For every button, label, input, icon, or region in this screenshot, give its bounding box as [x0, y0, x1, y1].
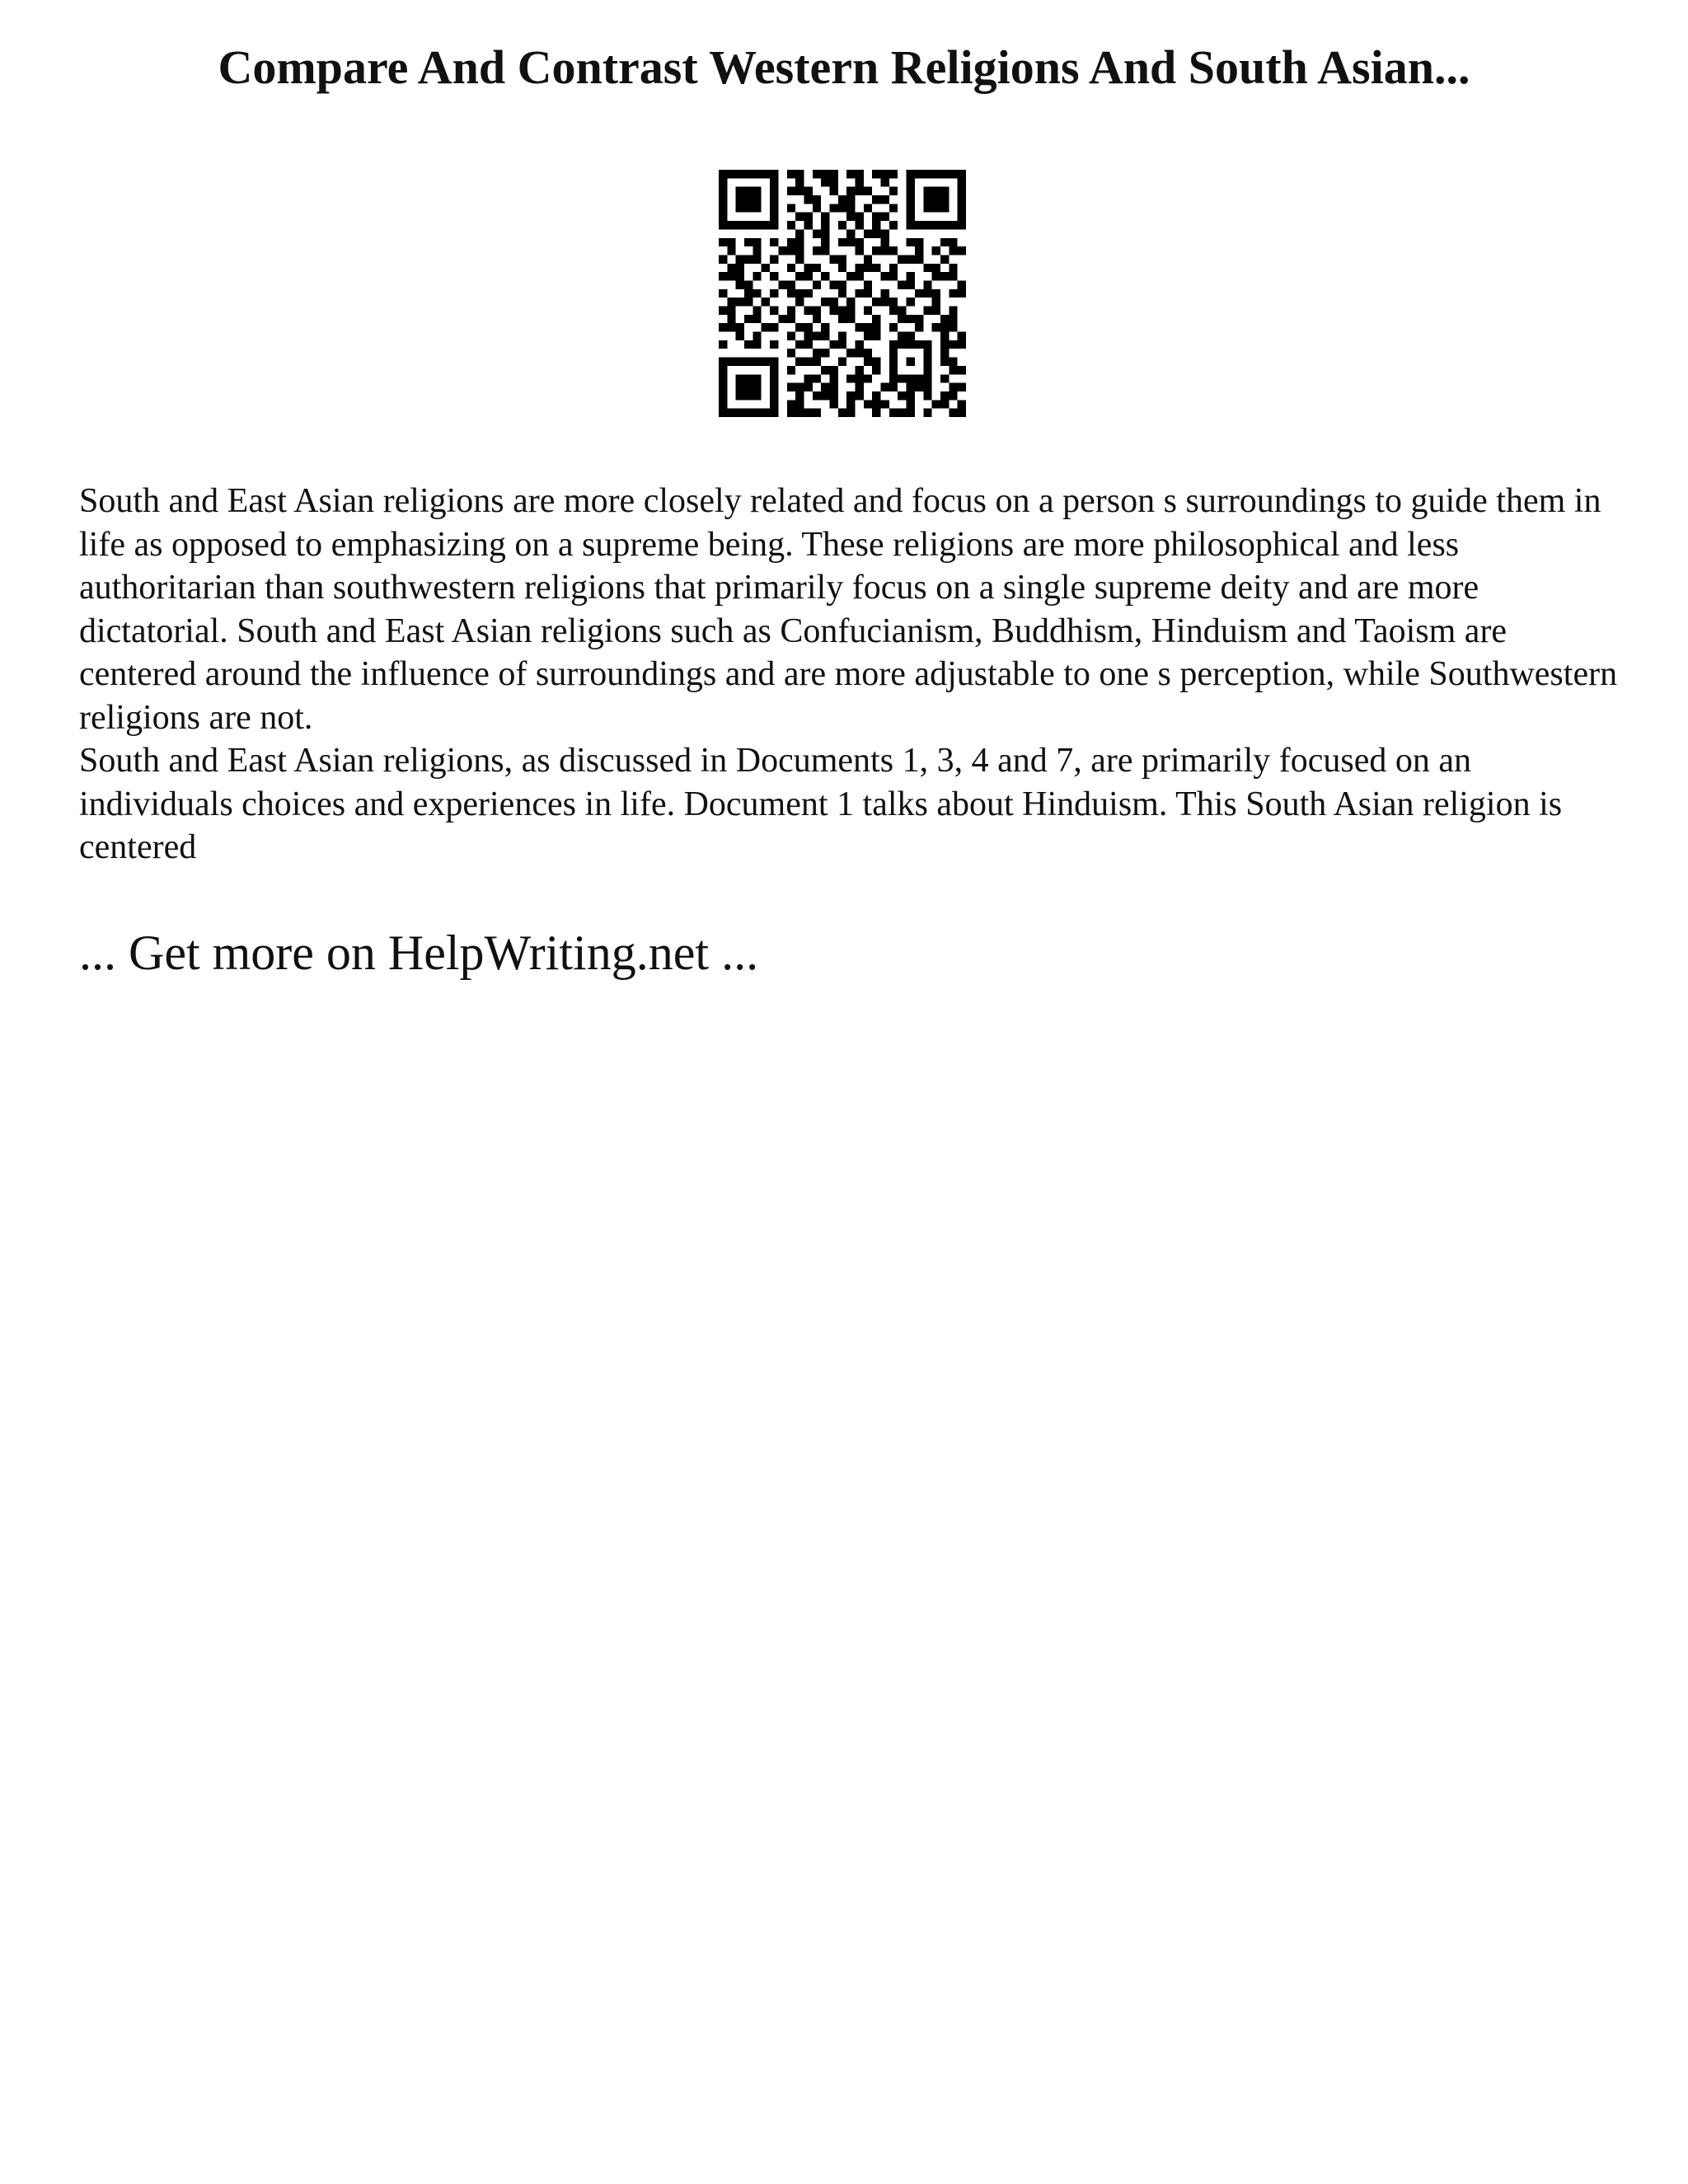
document-body — [79, 480, 1620, 869]
qr-code-icon — [719, 170, 966, 417]
body-paragraph: South and East Asian religions are more closely related and focus on a person s surroundings to guide them in life as opposed to emphasizing on a supreme being. These religions are more philosophical and less authoritarian than southwestern religions that primarily focus on a single supreme deity and are more dictatorial. South and East Asian religions such as Confucianism, Buddhism, Hinduism and Taoism are centered around the influence of surroundings and are more adjustable to one s perception, while Southwestern religions are not. — [79, 482, 1618, 737]
body-paragraph: South and East Asian religions, as discussed in Documents 1, 3, 4 and 7, are primarily focused on an individuals choices and experiences in life. Document 1 talks about Hinduism. This South Asian religion is centered — [79, 742, 1563, 866]
get-more-link[interactable]: ... Get more on HelpWriting.net ... — [79, 926, 759, 980]
document-title: Compare And Contrast Western Religions And South Asian... — [218, 40, 1470, 94]
